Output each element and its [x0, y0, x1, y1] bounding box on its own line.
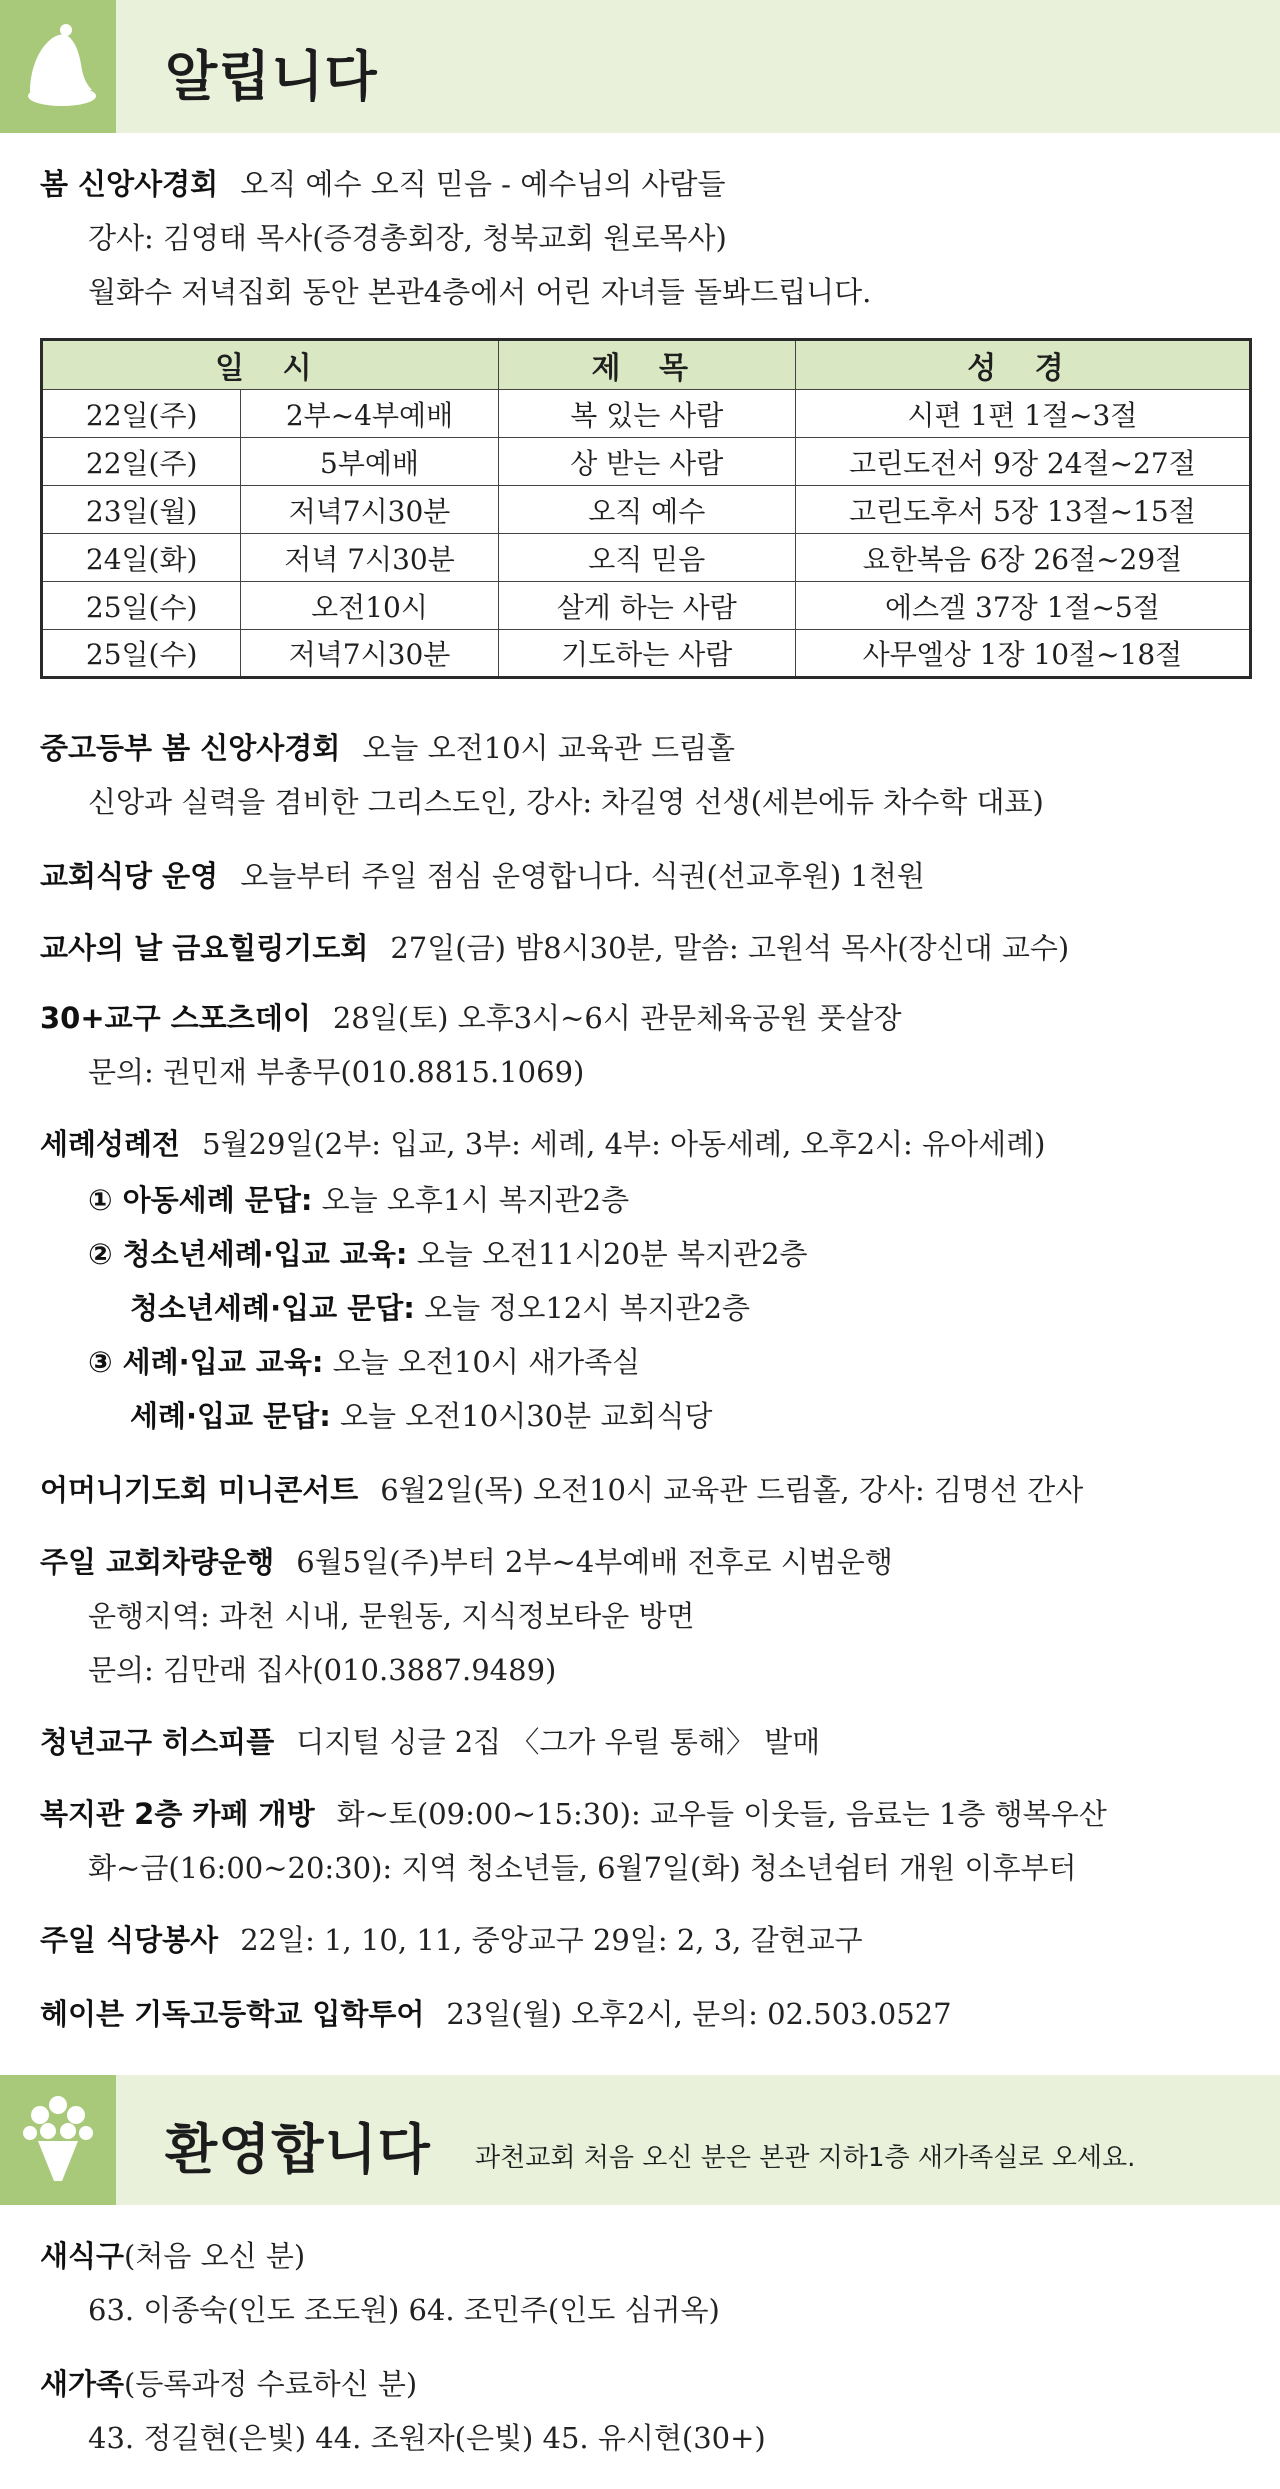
row-date: 25일(수)	[42, 582, 241, 630]
table-row	[42, 582, 1251, 630]
mothers-concert-text: 6월2일(목) 오전10시 교육관 드림홀, 강사: 김명선 간사	[380, 1473, 1084, 1507]
haven-school-heading: 헤이븐 기독고등학교 입학투어	[40, 1997, 425, 2031]
baptism-item-2-text: 오늘 오전11시20분 복지관2층	[416, 1237, 808, 1271]
baptism-item-2b	[130, 1288, 750, 1328]
shuttle-line	[40, 1542, 893, 1582]
baptism-heading: 세례성례전	[40, 1127, 181, 1161]
new-family-note: (등록과정 수료하신 분)	[124, 2367, 418, 2401]
youth-single-text: 디지털 싱글 2집 〈그가 우릴 통해〉 발매	[296, 1725, 821, 1759]
row-title: 상 받는 사람	[498, 438, 795, 486]
table-row	[42, 486, 1251, 534]
shuttle-heading: 주일 교회차량운행	[40, 1545, 275, 1579]
notices-icon-box	[0, 0, 116, 133]
row-time: 저녁7시30분	[241, 486, 498, 534]
baptism-line	[40, 1124, 1045, 1164]
cafe-line	[40, 1794, 1107, 1834]
notices-header	[0, 0, 1280, 133]
table-header-row	[42, 340, 1251, 390]
row-time: 오전10시	[241, 582, 498, 630]
meal-service-line	[40, 1920, 863, 1960]
youth-single-heading: 청년교구 히스피플	[40, 1725, 275, 1759]
youth-meeting-line	[40, 728, 735, 768]
row-scripture: 고린도전서 9장 24절~27절	[795, 438, 1250, 486]
baptism-item-1	[88, 1180, 629, 1220]
row-title: 오직 믿음	[498, 534, 795, 582]
haven-school-text: 23일(월) 오후2시, 문의: 02.503.0527	[446, 1997, 952, 2031]
table-row	[42, 390, 1251, 438]
row-scripture: 고린도후서 5장 13절~15절	[795, 486, 1250, 534]
shuttle-contact: 문의: 김만래 집사(010.3887.9489)	[88, 1653, 557, 1687]
baptism-item-3b-label: 세례·입교 문답:	[130, 1399, 331, 1433]
baptism-text: 5월29일(2부: 입교, 3부: 세례, 4부: 아동세례, 오후2시: 유아세례)	[202, 1127, 1046, 1161]
shuttle-text: 6월5일(주)부터 2부~4부예배 전후로 시범운행	[296, 1545, 893, 1579]
row-time: 저녁7시30분	[241, 630, 498, 678]
new-family-heading: 새가족	[40, 2367, 125, 2401]
table-row	[42, 630, 1251, 678]
teachers-day-heading: 교사의 날 금요힐링기도회	[40, 931, 369, 965]
youth-meeting-detail: 신앙과 실력을 겸비한 그리스도인, 강사: 차길영 선생(세븐에듀 차수학 대표)	[88, 785, 1044, 819]
baptism-item-2	[88, 1234, 808, 1274]
new-members-note: (처음 오신 분)	[124, 2239, 306, 2273]
baptism-item-2b-label: 청소년세례·입교 문답:	[130, 1291, 415, 1325]
haven-school-line	[40, 1994, 952, 2034]
cafeteria-text: 오늘부터 주일 점심 운영합니다. 식권(선교후원) 1천원	[240, 859, 925, 893]
notices-title: 알립니다	[165, 45, 378, 108]
cafe-text-2: 화~금(16:00~20:30): 지역 청소년들, 6월7일(화) 청소년쉼터 개원 이후부터	[88, 1851, 1077, 1885]
bell-icon	[0, 0, 116, 133]
mothers-concert-line	[40, 1470, 1083, 1510]
welcome-subtitle: 과천교회 처음 오신 분은 본관 지하1층 새가족실로 오세요.	[475, 2143, 1136, 2173]
spring-meeting-childcare: 월화수 저녁집회 동안 본관4층에서 어린 자녀들 돌봐드립니다.	[88, 275, 872, 309]
row-scripture: 요한복음 6장 26절~29절	[795, 534, 1250, 582]
row-date: 22일(주)	[42, 438, 241, 486]
row-title: 살게 하는 사람	[498, 582, 795, 630]
teachers-day-line	[40, 928, 1069, 968]
baptism-item-3b-text: 오늘 오전10시30분 교회식당	[340, 1399, 713, 1433]
row-time: 5부예배	[241, 438, 498, 486]
welcome-header	[0, 2075, 1280, 2205]
baptism-item-3b	[130, 1396, 712, 1436]
table-row	[42, 438, 1251, 486]
row-date: 23일(월)	[42, 486, 241, 534]
sports-day-contact: 문의: 권민재 부총무(010.8815.1069)	[88, 1055, 585, 1089]
meal-service-text: 22일: 1, 10, 11, 중앙교구 29일: 2, 3, 갈현교구	[240, 1923, 863, 1957]
spring-meeting-line	[40, 164, 726, 204]
new-members-line	[40, 2236, 305, 2276]
row-time: 저녁 7시30분	[241, 534, 498, 582]
header-scripture: 성 경	[795, 340, 1250, 390]
sports-day-text: 28일(토) 오후3시~6시 관문체육공원 풋살장	[332, 1001, 902, 1035]
table-row	[42, 534, 1251, 582]
shuttle-area: 운행지역: 과천 시내, 문원동, 지식정보타운 방면	[88, 1599, 695, 1633]
row-title: 기도하는 사람	[498, 630, 795, 678]
row-date: 25일(수)	[42, 630, 241, 678]
cafe-heading: 복지관 2층 카페 개방	[40, 1797, 315, 1831]
schedule-table	[40, 338, 1252, 679]
welcome-title: 환영합니다	[165, 2118, 431, 2181]
row-title: 복 있는 사람	[498, 390, 795, 438]
youth-meeting-text: 오늘 오전10시 교육관 드림홀	[362, 731, 736, 765]
cafeteria-heading: 교회식당 운영	[40, 859, 219, 893]
baptism-item-2-label: ② 청소년세례·입교 교육:	[88, 1237, 408, 1271]
bouquet-icon	[0, 2075, 116, 2205]
mothers-concert-heading: 어머니기도회 미니콘서트	[40, 1473, 359, 1507]
header-datetime: 일 시	[42, 340, 499, 390]
row-scripture: 에스겔 37장 1절~5절	[795, 582, 1250, 630]
sports-day-line	[40, 998, 901, 1038]
baptism-item-1-text: 오늘 오후1시 복지관2층	[321, 1183, 630, 1217]
baptism-item-3-label: ③ 세례·입교 교육:	[88, 1345, 324, 1379]
row-date: 24일(화)	[42, 534, 241, 582]
sports-day-heading: 30+교구 스포츠데이	[40, 1001, 311, 1035]
baptism-item-2b-text: 오늘 정오12시 복지관2층	[424, 1291, 750, 1325]
cafe-text: 화~토(09:00~15:30): 교우들 이웃들, 음료는 1층 행복우산	[336, 1797, 1107, 1831]
new-family-line	[40, 2364, 417, 2404]
baptism-item-3-text: 오늘 오전10시 새가족실	[332, 1345, 641, 1379]
spring-meeting-heading: 봄 신앙사경회	[40, 167, 219, 201]
row-scripture: 시편 1편 1절~3절	[795, 390, 1250, 438]
spring-meeting-theme: 오직 예수 오직 믿음 - 예수님의 사람들	[240, 167, 726, 201]
new-members-heading: 새식구	[40, 2239, 125, 2273]
row-scripture: 사무엘상 1장 10절~18절	[795, 630, 1250, 678]
youth-meeting-heading: 중고등부 봄 신앙사경회	[40, 731, 341, 765]
new-family-list: 43. 정길현(은빛) 44. 조원자(은빛) 45. 유시현(30+)	[88, 2421, 766, 2455]
teachers-day-text: 27일(금) 밤8시30분, 말씀: 고원석 목사(장신대 교수)	[390, 931, 1070, 965]
row-title: 오직 예수	[498, 486, 795, 534]
header-title: 제 목	[498, 340, 795, 390]
spring-meeting-speaker: 강사: 김영태 목사(증경총회장, 청북교회 원로목사)	[88, 221, 727, 255]
welcome-icon-box	[0, 2075, 116, 2205]
meal-service-heading: 주일 식당봉사	[40, 1923, 219, 1957]
baptism-item-1-label: ① 아동세례 문답:	[88, 1183, 313, 1217]
baptism-item-3	[88, 1342, 640, 1382]
row-time: 2부~4부예배	[241, 390, 498, 438]
youth-single-line	[40, 1722, 820, 1762]
row-date: 22일(주)	[42, 390, 241, 438]
cafeteria-line	[40, 856, 925, 896]
new-members-list: 63. 이종숙(인도 조도원) 64. 조민주(인도 심귀옥)	[88, 2293, 720, 2327]
